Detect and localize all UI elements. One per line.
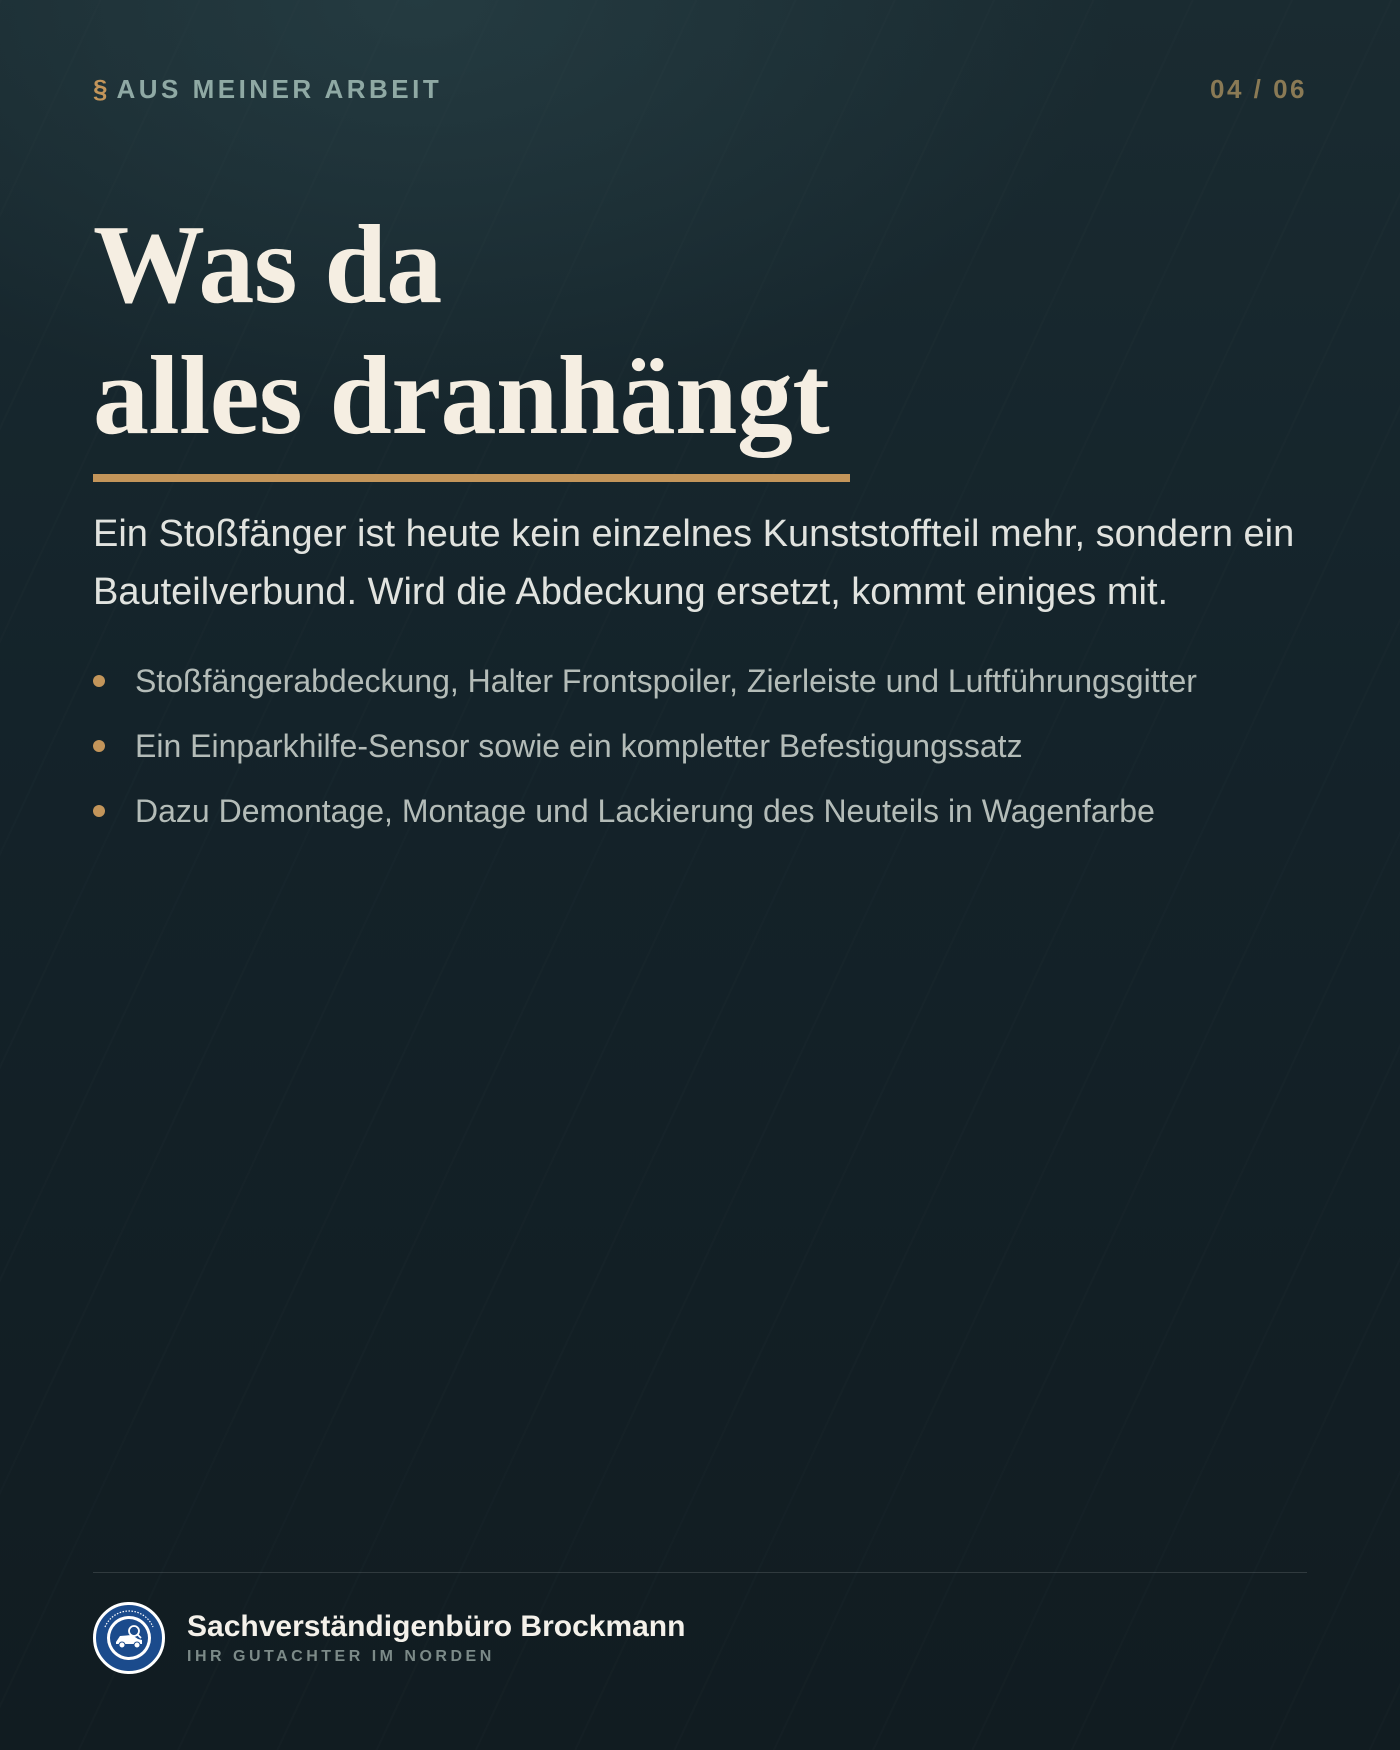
page-counter: 04 / 06: [1209, 73, 1307, 104]
list-item-text: Stoßfängerabdeckung, Halter Frontspoiler, Zierleiste und Luftführungsgitter: [135, 663, 1197, 699]
title-line-1: Was da: [93, 203, 442, 327]
footer-divider: [93, 1572, 1307, 1573]
page-title: [93, 200, 829, 462]
list-item: [93, 717, 1197, 782]
bullet-dot-icon: [93, 805, 105, 817]
list-item-text: Dazu Demontage, Montage und Lackierung des Neuteils in Wagenfarbe: [135, 793, 1155, 829]
list-item: [93, 782, 1197, 847]
brand-tagline: IHR GUTACHTER IM NORDEN: [187, 1648, 495, 1665]
kicker-label: AUS MEINER ARBEIT: [116, 73, 443, 104]
brand-text: [187, 1610, 685, 1666]
title-underline: [93, 474, 850, 482]
bullet-dot-icon: [93, 740, 105, 752]
bullet-dot-icon: [93, 675, 105, 687]
bullet-list: [93, 652, 1197, 847]
brand-name: Sachverständigenbüro Brockmann: [187, 1610, 686, 1643]
lead-paragraph: Ein Stoßfänger ist heute kein einzelnes Kunststoffteil mehr, sondern ein Bauteilverbund. Wird die Abdeckung ersetzt, kommt einiges mit.: [93, 513, 1295, 613]
top-bar: [93, 74, 1307, 104]
footer-brand: [93, 1602, 685, 1674]
list-item-text: Ein Einparkhilfe-Sensor sowie ein kompletter Befestigungssatz: [135, 728, 1023, 764]
title-line-2: alles dranhängt: [93, 334, 830, 458]
paragraph-icon: §: [93, 73, 108, 104]
logo-emblem-icon: [96, 1605, 162, 1671]
section-kicker: [93, 74, 442, 105]
list-item: [93, 652, 1197, 717]
company-logo: [93, 1602, 165, 1674]
